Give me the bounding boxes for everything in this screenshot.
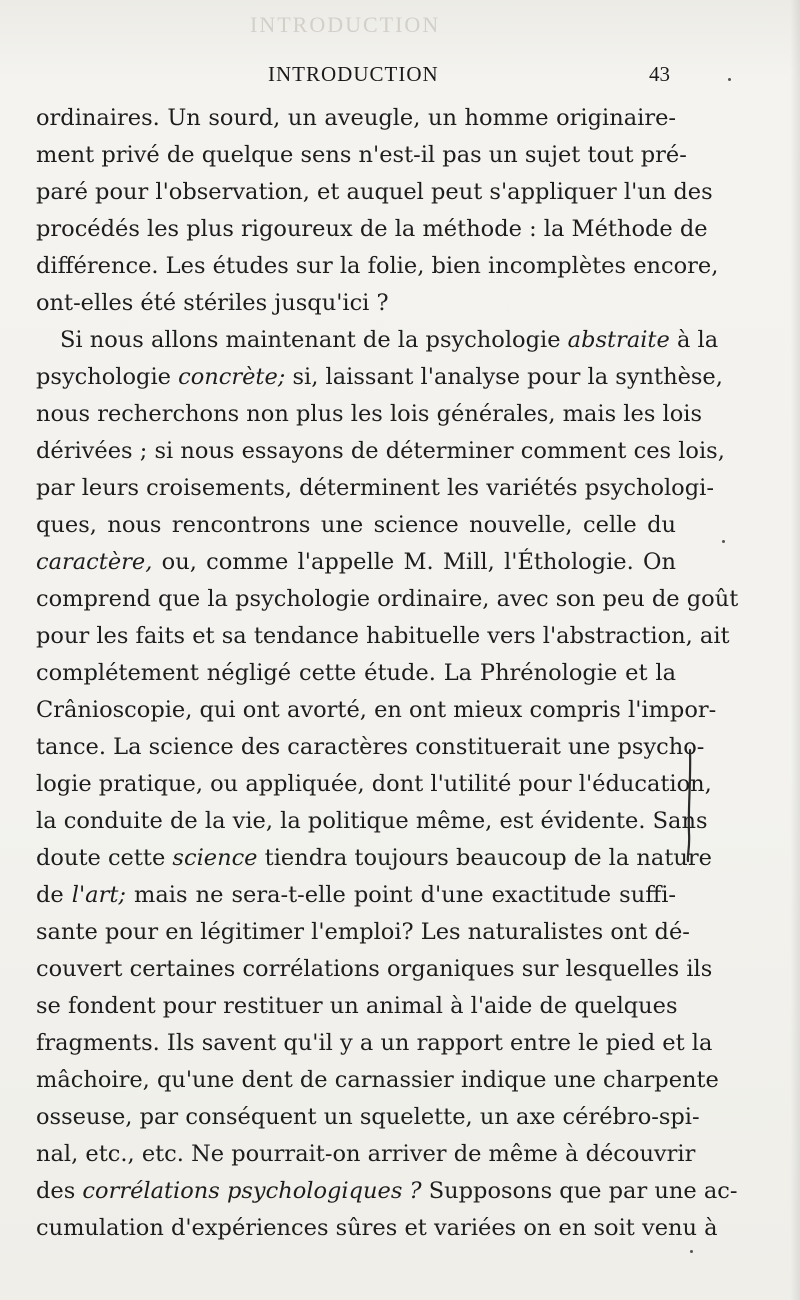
text-line <box>36 100 676 137</box>
text-line <box>36 988 676 1025</box>
line-text: nous recherchons non plus les lois générales, mais les lois <box>36 401 703 427</box>
line-text: procédés les plus rigoureux de la méthode : la Méthode de <box>36 216 708 242</box>
line-text: comprend que la psychologie ordinaire, avec son peu de goût <box>36 586 739 612</box>
line-text: fragments. Ils savent qu'il y a un rapport entre le pied et la <box>36 1030 713 1056</box>
text-line <box>36 1136 696 1173</box>
margin-pencil-mark <box>684 748 694 863</box>
running-head: INTRODUCTION <box>268 62 439 86</box>
line-text: doute cette <box>36 845 173 871</box>
text-line <box>36 1025 713 1062</box>
line-text: des <box>36 1178 83 1204</box>
line-text: si, laissant l'analyse pour la synthèse, <box>285 364 723 390</box>
show-through-text: INTRODUCTION <box>250 12 441 37</box>
italic-phrase: abstraite <box>567 327 670 353</box>
text-line <box>36 174 713 211</box>
text-line <box>36 544 676 581</box>
line-text: cumulation d'expériences sûres et variées on en soit venu à <box>36 1215 718 1241</box>
line-text: se fondent pour restituer un animal à l'aide de quelques <box>36 993 678 1019</box>
body-text <box>36 100 739 1247</box>
text-line <box>36 803 708 840</box>
line-text: logie pratique, ou appliquée, dont l'utilité pour l'éducation, <box>36 771 712 797</box>
line-text: par leurs croisements, déterminent les variétés psychologi- <box>36 475 714 501</box>
line-text: ont-elles été stériles jusqu'ici ? <box>36 290 389 316</box>
line-text: de <box>36 882 72 908</box>
line-text: couvert certaines corrélations organiques sur lesquelles ils <box>36 956 713 982</box>
italic-phrase: concrète; <box>178 364 286 390</box>
line-text: mais ne sera-t-elle point d'une exactitude suffi- <box>125 882 676 908</box>
italic-phrase: science <box>172 845 258 871</box>
line-text: à la <box>669 327 719 353</box>
line-text: osseuse, par conséquent un squelette, un axe cérébro-spi- <box>36 1104 700 1130</box>
line-text: ques, nous rencontrons une science nouvelle, celle du <box>36 512 676 538</box>
line-text: tiendra toujours beaucoup de la nature <box>257 845 712 871</box>
line-text: ordinaires. Un sourd, un aveugle, un homme originaire- <box>36 105 676 131</box>
text-line <box>36 137 687 174</box>
text-line <box>36 285 676 322</box>
paper-speck <box>690 1250 693 1253</box>
line-text: Supposons que par une ac- <box>421 1178 738 1204</box>
text-line <box>36 470 714 507</box>
text-line <box>36 1062 719 1099</box>
text-line <box>36 322 719 359</box>
line-text: ou, comme l'appelle M. Mill, l'Éthologie. On <box>152 549 676 575</box>
line-text: Si nous allons maintenant de la psychologie <box>60 327 568 353</box>
line-text: ment privé de quelque sens n'est-il pas un sujet tout pré- <box>36 142 687 168</box>
italic-phrase: corrélations psychologiques ? <box>82 1178 422 1204</box>
text-line <box>36 211 708 248</box>
line-text: dérivées ; si nous essayons de déterminer comment ces lois, <box>36 438 725 464</box>
line-text: mâchoire, qu'une dent de carnassier indique une charpente <box>36 1067 719 1093</box>
line-text: pour les faits et sa tendance habituelle vers l'abstraction, ait <box>36 623 730 649</box>
text-line <box>36 729 705 766</box>
line-text: complétement négligé cette étude. La Phrénologie et la <box>36 660 676 686</box>
text-line <box>36 914 690 951</box>
paper-speck <box>722 540 725 543</box>
line-text: tance. La science des caractères constituerait une psycho- <box>36 734 705 760</box>
line-text: sante pour en légitimer l'emploi? Les naturalistes ont dé- <box>36 919 690 945</box>
line-text: paré pour l'observation, et auquel peut s'appliquer l'un des <box>36 179 713 205</box>
paper-speck <box>728 78 731 81</box>
line-text: la conduite de la vie, la politique même, est évidente. Sans <box>36 808 708 834</box>
text-line <box>36 1099 700 1136</box>
text-line <box>36 507 676 544</box>
text-line <box>36 581 739 618</box>
page-number: 43 <box>649 62 670 86</box>
text-line <box>36 766 712 803</box>
text-line <box>36 1210 718 1247</box>
italic-phrase: caractère, <box>36 549 153 575</box>
text-line <box>36 1173 738 1210</box>
text-line <box>36 840 712 877</box>
text-line <box>36 877 676 914</box>
text-line <box>36 692 717 729</box>
italic-phrase: l'art; <box>71 882 126 908</box>
page-edge-shadow <box>790 0 800 1300</box>
line-text: psychologie <box>36 364 179 390</box>
text-line <box>36 396 703 433</box>
text-line <box>36 951 713 988</box>
line-text: Crânioscopie, qui ont avorté, en ont mieux compris l'impor- <box>36 697 717 723</box>
text-line <box>36 248 719 285</box>
text-line <box>36 618 730 655</box>
text-line <box>36 433 725 470</box>
page-header <box>0 62 800 94</box>
text-line <box>36 359 723 396</box>
text-line <box>36 655 676 692</box>
line-text: différence. Les études sur la folie, bien incomplètes encore, <box>36 253 719 279</box>
line-text: nal, etc., etc. Ne pourrait-on arriver de même à découvrir <box>36 1141 696 1167</box>
